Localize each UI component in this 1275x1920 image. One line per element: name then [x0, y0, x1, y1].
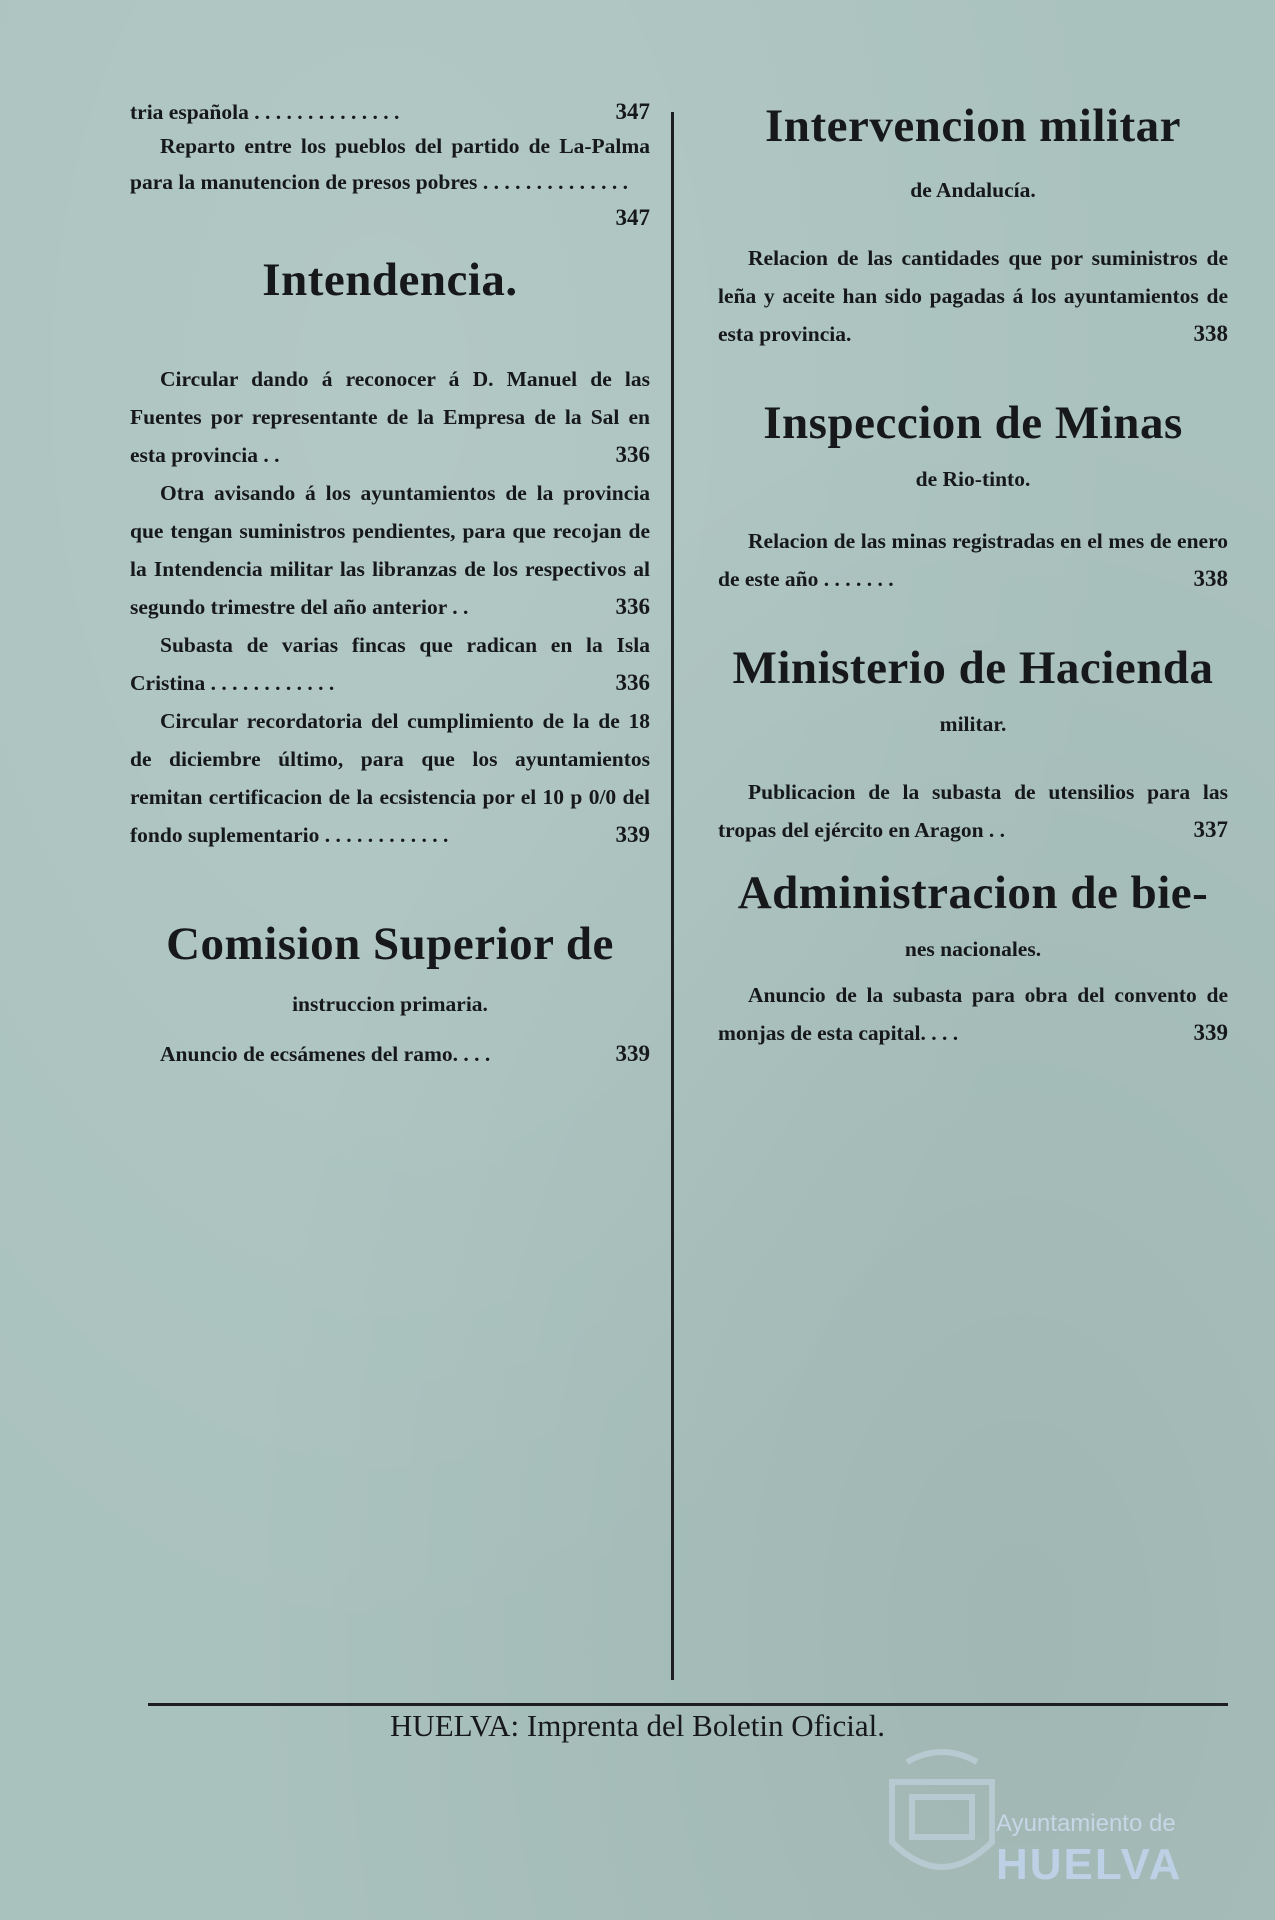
page-number: 337	[1193, 817, 1228, 842]
entry-text: Anuncio de ecsámenes del ramo.	[160, 1042, 458, 1066]
right-column	[718, 96, 1228, 1052]
reparto-entry: Reparto entre los pueblos del partido de La-Palma para la manutencion de presos pobres . . . . . . . . . . . . . . 347	[130, 128, 650, 200]
entry-inspeccion-1: Relacion de las minas registradas en el mes de enero de este año . . . . . . . 338	[718, 522, 1228, 598]
entry-text: Circular recordatoria del cumplimiento de la de 18 de diciembre último, para que los ayuntamientos remitan certificacion de la ecsistencia por el 10 p 0/0 del fondo suplementario	[130, 709, 650, 847]
section-heading-administracion: Administracion de bie-	[737, 867, 1209, 919]
entry-text: Otra avisando á los ayuntamientos de la provincia que tengan suministros pendientes, para que recojan de la Intendencia militar las libranzas de los respectivos al segundo trimestre del año anterior	[130, 481, 650, 619]
entry-intervencion-1	[718, 239, 1228, 353]
entry-text: Relacion de las cantidades que por suministros de leña y aceite han sido pagadas á los ayuntamientos de esta provincia.	[718, 246, 1228, 346]
entry-intendencia-4: Circular recordatoria del cumplimiento de la de 18 de diciembre último, para que los ayuntamientos remitan certificacion de la ecsistencia por el 10 p 0/0 del fondo suplementario . . . . . . . . . . . . 339	[130, 702, 650, 854]
entry-text: Reparto entre los pueblos del partido de La-Palma para la manutencion de presos pobres	[130, 134, 650, 194]
column-divider	[671, 112, 674, 1680]
entry-text: Anuncio de la subasta para obra del convento de monjas de esta capital.	[718, 983, 1228, 1045]
section-heading-comision: Comision Superior de	[166, 918, 614, 970]
page-number: 339	[615, 822, 650, 847]
continued-entry: 347 tria española . . . . . . . . . . . . . .	[130, 96, 650, 128]
page-number: 338	[1193, 566, 1228, 591]
imprint-line: HUELVA: Imprenta del Boletin Oficial.	[389, 1708, 886, 1743]
section-heading-inspeccion: Inspeccion de Minas	[763, 397, 1183, 449]
entry-administracion-1: Anuncio de la subasta para obra del convento de monjas de esta capital. . . . 339	[718, 976, 1228, 1052]
section-heading-intervencion: Intervencion militar	[765, 100, 1181, 152]
section-heading-intendencia: Intendencia.	[262, 254, 518, 306]
entry-comision-1: Anuncio de ecsámenes del ramo. . . . 339	[130, 1035, 650, 1073]
entry-text: Publicacion de la subasta de utensilios para las tropas del ejército en Aragon	[718, 780, 1228, 842]
section-subheading-ministerio: militar.	[939, 712, 1007, 736]
page-number: 339	[1193, 1020, 1228, 1045]
page-number: 347	[615, 205, 650, 230]
section-subheading-administracion: nes nacionales.	[904, 937, 1042, 961]
page-number: 336	[615, 670, 650, 695]
section-subheading-intervencion: de Andalucía.	[910, 178, 1036, 202]
page-number: 347	[615, 99, 650, 124]
section-subheading-comision: instruccion primaria.	[292, 992, 488, 1016]
entry-text: tria española	[130, 100, 249, 124]
watermark-line-2: HUELVA	[996, 1840, 1183, 1889]
footer-rule	[148, 1703, 1228, 1706]
entry-ministerio-1: Publicacion de la subasta de utensilios para las tropas del ejército en Aragon . . 337	[718, 773, 1228, 849]
section-subheading-inspeccion: de Rio-tinto.	[915, 467, 1031, 491]
entry-intendencia-1: Circular dando á reconocer á D. Manuel de las Fuentes por representante de la Empresa de la Sal en esta provincia . . 336	[130, 360, 650, 474]
watermark-line-1: Ayuntamiento de	[996, 1810, 1176, 1837]
entry-intendencia-3: Subasta de varias fincas que radican en la Isla Cristina . . . . . . . . . . . . 336	[130, 626, 650, 702]
entry-text: Subasta de varias fincas que radican en la Isla Cristina	[130, 633, 650, 695]
entry-intendencia-2: Otra avisando á los ayuntamientos de la provincia que tengan suministros pendientes, para que recojan de la Intendencia militar las libranzas de los respectivos al segundo trimestre del año anterior . . 336	[130, 474, 650, 626]
page-number: 339	[615, 1041, 650, 1066]
entry-text: Relacion de las minas registradas en el mes de enero de este año	[718, 529, 1228, 591]
page-number: 336	[615, 594, 650, 619]
page-number: 338	[1193, 321, 1228, 346]
left-column	[130, 96, 650, 1073]
page-number: 336	[615, 442, 650, 467]
section-heading-ministerio: Ministerio de Hacienda	[732, 642, 1214, 694]
entry-text: Circular dando á reconocer á D. Manuel de las Fuentes por representante de la Empresa de la Sal en esta provincia	[130, 367, 650, 467]
